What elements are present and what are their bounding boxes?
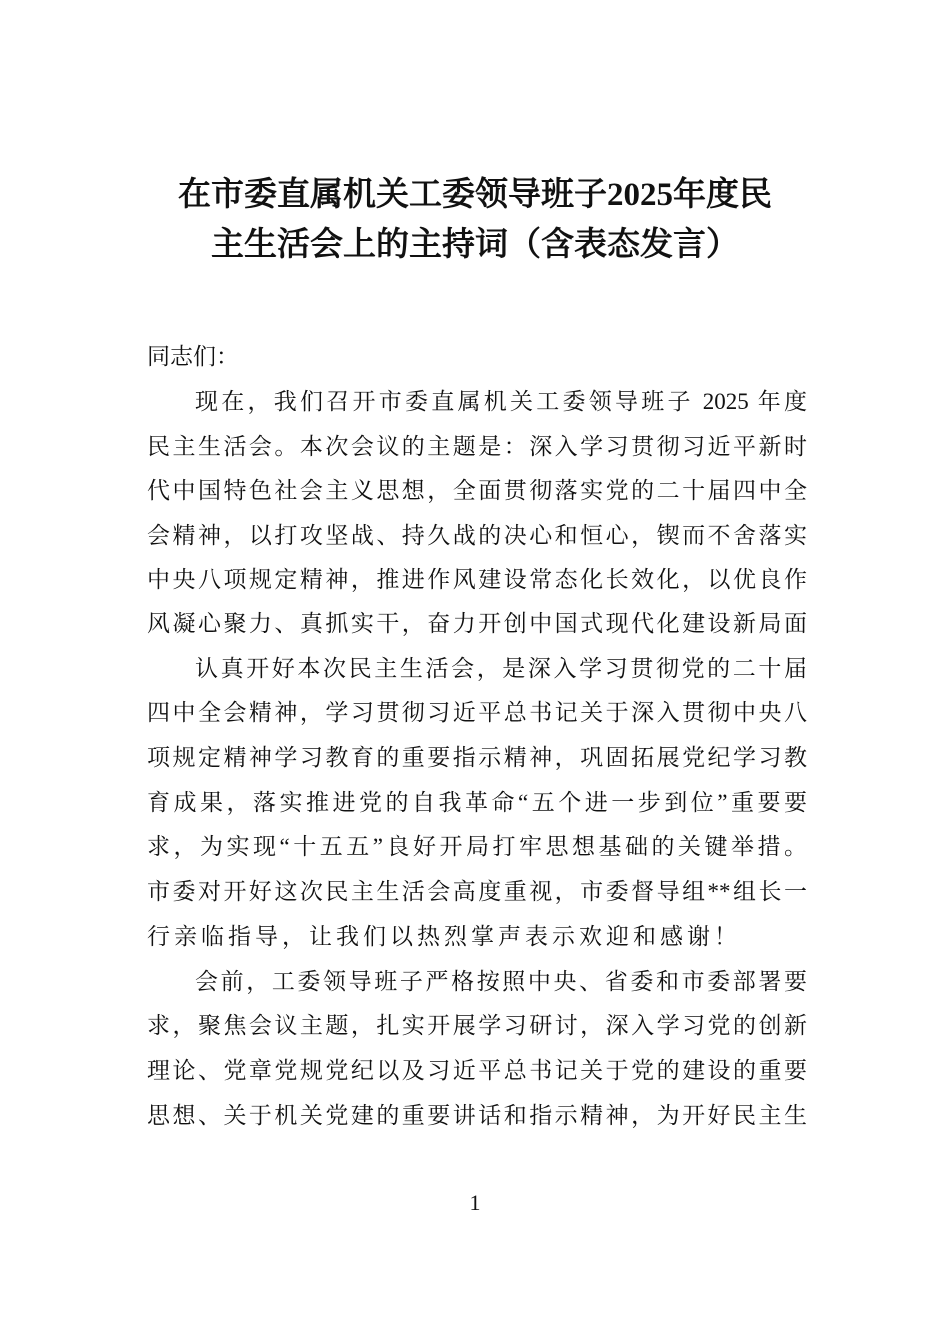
paragraph-line: 认真开好本次民主生活会，是深入学习贯彻党的二十届 — [195, 656, 807, 681]
paragraph-line: 行亲临指导，让我们以热烈掌声表示欢迎和感谢！ — [147, 924, 741, 949]
page-number: 1 — [469, 1190, 481, 1215]
paragraph-line: 四中全会精神，学习贯彻习近平总书记关于深入贯彻中央八 — [147, 700, 807, 725]
paragraph-line: 育成果，落实推进党的自我革命“五个进一步到位”重要要 — [147, 790, 807, 815]
paragraph-line: 风凝心聚力、真抓实干，奋力开创中国式现代化建设新局面 — [147, 611, 807, 636]
paragraph-line: 求，聚焦会议主题，扎实开展学习研讨，深入学习党的创新 — [147, 1013, 807, 1038]
paragraph-line: 中央八项规定精神，推进作风建设常态化长效化，以优良作 — [147, 567, 807, 592]
paragraph-line: 思想、关于机关党建的重要讲话和指示精神，为开好民主生 — [147, 1103, 807, 1128]
paragraph-line: 项规定精神学习教育的重要指示精神，巩固拓展党纪学习教 — [147, 745, 807, 770]
paragraph-line: 市委对开好这次民主生活会高度重视，市委督导组**组长一 — [147, 879, 807, 904]
greeting: 同志们： — [147, 344, 239, 369]
paragraph-line: 会精神，以打攻坚战、持久战的决心和恒心，锲而不舍落实 — [147, 523, 807, 548]
document-title-line-1: 在市委直属机关工委领导班子2025年度民 — [178, 177, 772, 213]
paragraph-line: 理论、党章党规党纪以及习近平总书记关于党的建设的重要 — [147, 1058, 807, 1083]
paragraph-line: 会前，工委领导班子严格按照中央、省委和市委部署要 — [195, 969, 807, 994]
paragraph-line: 民主生活会。本次会议的主题是：深入学习贯彻习近平新时 — [147, 434, 807, 459]
paragraph-line: 现在，我们召开市委直属机关工委领导班子 2025 年度 — [195, 389, 807, 414]
paragraph-line: 代中国特色社会主义思想，全面贯彻落实党的二十届四中全 — [147, 478, 807, 503]
paragraph-line: 求，为实现“十五五”良好开局打牢思想基础的关键举措。 — [147, 834, 807, 859]
document-title-line-2: 主生活会上的主持词（含表态发言） — [211, 227, 739, 263]
